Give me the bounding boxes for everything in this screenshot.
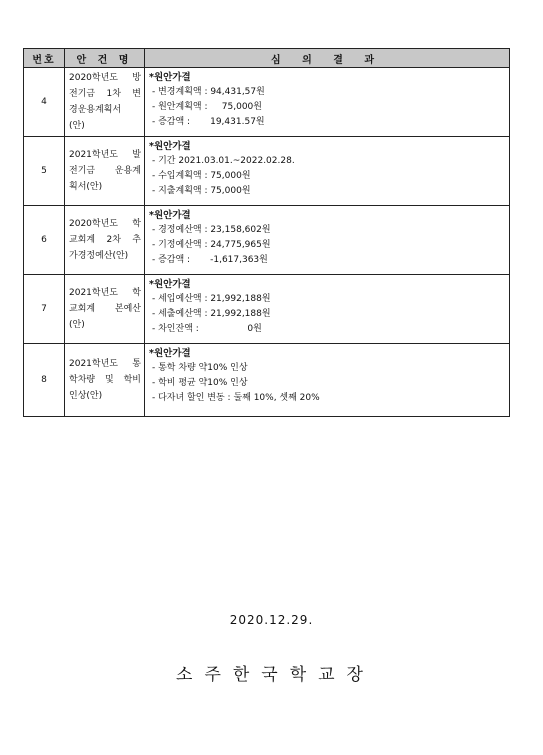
- result-verdict: *원안가결: [149, 348, 191, 359]
- result-detail-line: - 다자녀 할인 변동 : 둘째 10%, 셋째 20%: [152, 393, 320, 403]
- table-body: [24, 68, 510, 417]
- table-row: [24, 344, 510, 417]
- result-verdict: *원안가결: [149, 72, 191, 83]
- agenda-title-line: 경운용계획서: [69, 105, 122, 115]
- agenda-title: [65, 68, 145, 137]
- result-detail-line: - 기간 2021.03.01.~2022.02.28.: [152, 156, 295, 166]
- result-detail-line: - 기정예산액 : 24,775,965원: [152, 240, 271, 250]
- agenda-title-line: 2021학년도 통: [69, 359, 141, 369]
- table-row: [24, 206, 510, 275]
- row-number: 6: [24, 206, 65, 275]
- deliberation-result: [145, 137, 510, 206]
- row-number: 4: [24, 68, 65, 137]
- agenda-title-line: 가경정예산(안): [69, 251, 129, 261]
- header-deliberation-result: 심 의 결 과: [145, 49, 510, 68]
- result-detail-line: - 경정예산액 : 23,158,602원: [152, 225, 271, 235]
- agenda-title-line: 획서(안): [69, 182, 103, 192]
- row-number: 5: [24, 137, 65, 206]
- table-row: [24, 68, 510, 137]
- agenda-title-line: 2020학년도 방: [69, 73, 141, 83]
- table-header-row: [24, 49, 510, 68]
- agenda-title-line: 전기금 1차 변: [69, 89, 141, 99]
- document-date: 2020.12.29.: [229, 613, 314, 627]
- header-number: 번호: [24, 49, 65, 68]
- deliberation-result: [145, 344, 510, 417]
- result-detail-line: - 통학 차량 약10% 인상: [152, 363, 248, 373]
- result-detail-line: - 수입계획액 : 75,000원: [152, 171, 251, 181]
- agenda-title-line: 학차량 및 학비: [69, 375, 141, 385]
- result-verdict: *원안가결: [149, 279, 191, 290]
- result-detail-line: - 세입예산액 : 21,992,188원: [152, 294, 271, 304]
- deliberation-result: [145, 206, 510, 275]
- agenda-title-line: (안): [69, 320, 85, 330]
- principal-signature-line: 소주한국학교장: [176, 665, 375, 685]
- result-detail-line: - 차인잔액 : 0원: [152, 324, 262, 334]
- agenda-title-line: 교회계 본예산: [69, 304, 141, 314]
- header-agenda-title: 안 건 명: [65, 49, 145, 68]
- result-detail-line: - 세출예산액 : 21,992,188원: [152, 309, 271, 319]
- table-row: [24, 137, 510, 206]
- agenda-title-line: 전기금 운용계: [69, 166, 141, 176]
- result-verdict: *원안가결: [149, 210, 191, 221]
- agenda-title: [65, 344, 145, 417]
- agenda-title: [65, 275, 145, 344]
- result-detail-line: - 증감액 : -1,617,363원: [152, 255, 268, 265]
- agenda-title-line: (안): [69, 121, 85, 131]
- row-number: 8: [24, 344, 65, 417]
- agenda-title-line: 인상(안): [69, 391, 103, 401]
- result-detail-line: - 증감액 : 19,431.57원: [152, 117, 265, 127]
- result-detail-line: - 지출계획액 : 75,000원: [152, 186, 251, 196]
- agenda-title-line: 교회계 2차 추: [69, 235, 141, 245]
- row-number: 7: [24, 275, 65, 344]
- agenda-title: [65, 137, 145, 206]
- result-detail-line: - 원안계획액 : 75,000원: [152, 102, 262, 112]
- result-detail-line: - 학비 평균 약10% 인상: [152, 378, 248, 388]
- deliberation-results-table: [23, 48, 510, 417]
- deliberation-result: [145, 68, 510, 137]
- agenda-title-line: 2020학년도 학: [69, 219, 141, 229]
- table-row: [24, 275, 510, 344]
- agenda-title-line: 2021학년도 발: [69, 150, 141, 160]
- result-detail-line: - 변경계획액 : 94,431,57원: [152, 87, 265, 97]
- agenda-title: [65, 206, 145, 275]
- deliberation-result: [145, 275, 510, 344]
- agenda-title-line: 2021학년도 학: [69, 288, 141, 298]
- result-verdict: *원안가결: [149, 141, 191, 152]
